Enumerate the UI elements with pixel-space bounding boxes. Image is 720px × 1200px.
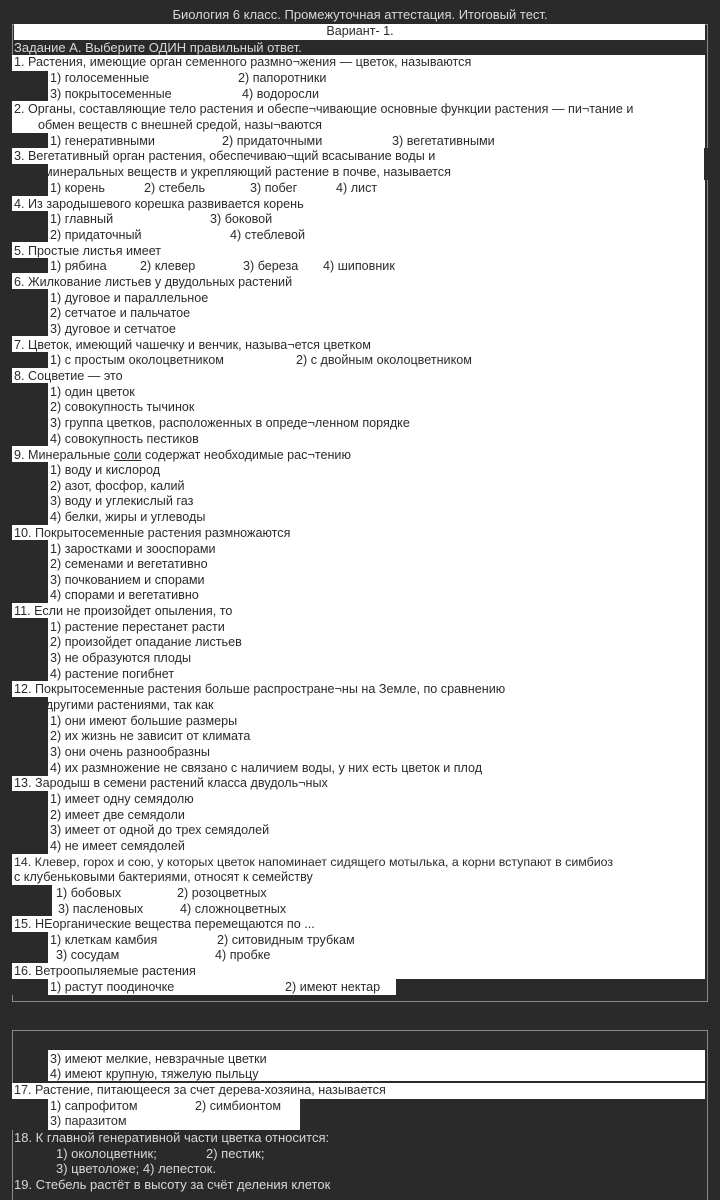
dark-edge-10 (12, 540, 48, 603)
q10-option-2: 2) семенами и вегетативно (50, 557, 208, 571)
question-2-cont: обмен веществ с внешней средой, назы¬ваются (38, 118, 323, 132)
paper-main (12, 55, 705, 995)
dark-edge-4 (12, 211, 48, 242)
q3-option-3: 3) побег (250, 181, 298, 195)
question-5: 5. Простые листья имеет (14, 244, 162, 258)
q14-option-4: 4) сложноцветных (180, 902, 287, 916)
q16-option-1: 1) растут поодиночке (50, 980, 175, 994)
q12-option-1: 1) они имеют большие размеры (50, 714, 238, 728)
q14-option-1: 1) бобовых (56, 886, 122, 900)
q8-option-3: 3) группа цветков, расположенных в опреде¬ленном порядке (50, 416, 410, 430)
dark-edge-14 (12, 885, 52, 916)
dark-edge-7 (12, 352, 48, 368)
dark-edge-3 (12, 164, 48, 196)
question-1: 1. Растения, имеющие орган семенного размно¬жения — цветок, называются (14, 55, 472, 69)
q13-option-1: 1) имеет одну семядолю (50, 792, 194, 806)
q13-option-4: 4) не имеет семядолей (50, 839, 185, 853)
q18-option-1: 1) околоцветник; (56, 1146, 157, 1161)
q14-option-2: 2) розоцветных (177, 886, 267, 900)
q10-option-3: 3) почкованием и спорами (50, 573, 205, 587)
q15-option-2: 2) ситовидным трубкам (217, 933, 355, 947)
q7-option-2: 2) с двойным околоцветником (296, 353, 472, 367)
q10-option-4: 4) спорами и вегетативно (50, 588, 199, 602)
dark-edge-5 (12, 258, 48, 273)
dark-edge-8 (12, 383, 48, 446)
q18-option-3: 3) цветоложе; 4) лепесток. (56, 1161, 216, 1176)
q3-option-4: 4) лист (336, 181, 378, 195)
question-18: 18. К главной генеративной части цветка относится: (14, 1130, 330, 1145)
question-14: 14. Клевер, горох и сою, у которых цветок напоминает сидящего мотылька, а корни вступают в симбиоз (14, 855, 614, 869)
q2-option-3: 3) вегетативными (392, 134, 495, 148)
q11-option-1: 1) растение перестанет расти (50, 620, 225, 634)
q16-option-4: 4) имеют крупную, тяжелую пыльцу (50, 1067, 259, 1081)
q2-option-1: 1) генеративными (50, 134, 155, 148)
q3-option-2: 2) стебель (144, 181, 206, 195)
q15-option-1: 1) клеткам камбия (50, 933, 158, 947)
question-16: 16. Ветроопыляемые растения (14, 964, 196, 978)
q3-option-1: 1) корень (50, 181, 105, 195)
q5-option-3: 3) береза (243, 259, 299, 273)
q16-option-2: 2) имеют нектар (285, 980, 381, 994)
q1-option-1: 1) голосеменные (50, 71, 150, 85)
q5-option-1: 1) рябина (50, 259, 107, 273)
question-17: 17. Растение, питающееся за счет дерева-хозяина, называется (14, 1083, 386, 1097)
q12-option-3: 3) они очень разнообразны (50, 745, 210, 759)
q1-option-3: 3) покрытосеменные (50, 87, 172, 101)
dark-edge-9 (12, 462, 48, 525)
question-12: 12. Покрытосеменные растения больше распростране¬ны на Земле, по сравнению (14, 682, 506, 696)
question-8: 8. Соцветие — это (14, 369, 123, 383)
q9-option-3: 3) воду и углекислый газ (50, 494, 194, 508)
q2-option-2: 2) придаточными (222, 134, 323, 148)
q8-option-2: 2) совокупность тычинок (50, 400, 195, 414)
dark-edge-16 (12, 979, 48, 995)
q17-option-2: 2) симбионтом (195, 1099, 282, 1113)
q11-option-3: 3) не образуются плоды (50, 651, 192, 665)
question-12-cont: с другими растениями, так как (36, 698, 214, 712)
q9-underlined-word: соли (113, 448, 142, 462)
q13-option-2: 2) имеет две семядоли (50, 808, 185, 822)
q9-option-4: 4) белки, жиры и углеводы (50, 510, 206, 524)
q14-option-3: 3) пасленовых (58, 902, 144, 916)
q4-option-2: 2) придаточный (50, 228, 142, 242)
question-11: 11. Если не произойдет опыления, то (14, 604, 233, 618)
q15-option-3: 3) сосудам (56, 948, 120, 962)
dark-right-3 (300, 1099, 705, 1130)
dark-edge-1 (12, 71, 48, 101)
q11-option-2: 2) произойдет опадание листьев (50, 635, 242, 649)
test-title: Биология 6 класс. Промежуточная аттестация. Итоговый тест. (172, 7, 548, 22)
dark-edge-15 (12, 932, 48, 963)
q6-option-1: 1) дуговое и параллельное (50, 291, 209, 305)
question-7: 7. Цветок, имеющий чашечку и венчик, называ¬ется цветком (14, 338, 371, 352)
question-9 (14, 448, 351, 463)
question-14-cont: с клубеньковыми бактериями, относят к семейству (14, 870, 313, 884)
question-2: 2. Органы, составляющие тело растения и обеспе¬чивающие основные функции растения — пи¬тание и (14, 102, 634, 116)
q15-option-4: 4) пробке (215, 948, 271, 962)
q17-option-1: 1) сапрофитом (50, 1099, 138, 1113)
question-13: 13. Зародыш в семени растений класса двудоль¬ных (14, 776, 328, 790)
dark-edge-6 (12, 289, 48, 336)
q5-option-4: 4) шиповник (323, 259, 395, 273)
question-6: 6. Жилкование листьев у двудольных растений (14, 275, 293, 289)
q9-text-post: содержат необходимые рас¬тению (141, 448, 351, 462)
page-gap (0, 1006, 720, 1026)
q6-option-3: 3) дуговое и сетчатое (50, 322, 176, 336)
dark-right-1 (396, 979, 705, 995)
q13-option-3: 3) имеет от одной до трех семядолей (50, 823, 270, 837)
q4-option-3: 3) боковой (210, 212, 273, 226)
variant-label: Вариант- 1. (326, 24, 394, 38)
question-3-cont: минеральных веществ и укрепляющий растение в почве, называется (44, 165, 451, 179)
dark-edge-17 (12, 1099, 48, 1130)
q9-option-2: 2) азот, фосфор, калий (50, 479, 185, 493)
dark-edge-11 (12, 618, 48, 681)
dark-right-2 (704, 148, 708, 180)
question-3: 3. Вегетативный орган растения, обеспечиваю¬щий всасывание воды и (14, 149, 436, 163)
question-19: 19. Стебель растёт в высоту за счёт деления клеток (14, 1177, 331, 1192)
q7-option-1: 1) с простым околоцветником (50, 353, 224, 367)
dark-edge-13 (12, 791, 48, 854)
q12-option-4: 4) их размножение не связано с наличием воды, у них есть цветок и плод (50, 761, 483, 775)
question-10: 10. Покрытосеменные растения размножаются (14, 526, 291, 540)
q17-option-3: 3) паразитом (50, 1114, 127, 1128)
q6-option-2: 2) сетчатое и пальчатое (50, 306, 191, 320)
q4-option-1: 1) главный (50, 212, 114, 226)
q11-option-4: 4) растение погибнет (50, 667, 175, 681)
q5-option-2: 2) клевер (140, 259, 196, 273)
q10-option-1: 1) заростками и зооспорами (50, 542, 216, 556)
question-4: 4. Из зародышевого корешка развивается корень (14, 197, 304, 211)
question-15: 15. НЕорганические вещества перемещаются по ... (14, 917, 315, 931)
q18-option-2: 2) пестик; (206, 1146, 265, 1161)
task-heading: Задание А. Выберите ОДИН правильный ответ. (14, 40, 302, 55)
q8-option-4: 4) совокупность пестиков (50, 432, 199, 446)
q16-option-3: 3) имеют мелкие, невзрачные цветки (50, 1052, 267, 1066)
q12-option-2: 2) их жизнь не зависит от климата (50, 729, 251, 743)
q4-option-4: 4) стеблевой (230, 228, 306, 242)
q9-option-1: 1) воду и кислород (50, 463, 161, 477)
q1-option-4: 4) водоросли (242, 87, 320, 101)
q9-text-pre: 9. Минеральные (14, 448, 114, 462)
dark-edge-2 (12, 133, 48, 148)
q1-option-2: 2) папоротники (238, 71, 327, 85)
q8-option-1: 1) один цветок (50, 385, 135, 399)
